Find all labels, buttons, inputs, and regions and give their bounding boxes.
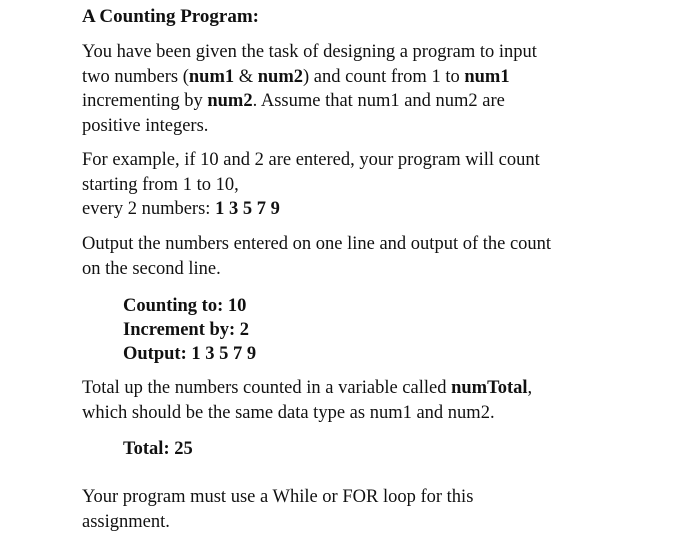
task-line-3: incrementing by num2. Assume that num1 and num2 are bbox=[82, 91, 505, 111]
task-line-2: two numbers (num1 & num2) and count from 1 to num1 bbox=[82, 66, 510, 87]
output-instructions-line-1: Output the numbers entered on one line and output of the count bbox=[82, 234, 552, 254]
sample-increment-by: Increment by: 2 bbox=[123, 320, 250, 340]
num2-term: num2 bbox=[207, 91, 253, 111]
task-line-4: positive integers. bbox=[82, 115, 209, 136]
num2-term: num2 bbox=[257, 66, 304, 87]
loop-requirement-paragraph bbox=[82, 485, 473, 534]
sample-total-line: Total: 25 bbox=[123, 439, 193, 459]
loop-requirement-line-1: Your program must use a While or FOR loop for this bbox=[82, 487, 474, 507]
example-paragraph bbox=[82, 148, 540, 222]
sample-total-output bbox=[123, 437, 193, 461]
total-instructions-line-1: Total up the numbers counted in a variable called numTotal, bbox=[82, 378, 533, 398]
sample-counting-to: Counting to: 10 bbox=[123, 296, 247, 316]
num1-term: num1 bbox=[188, 66, 235, 87]
task-description-paragraph bbox=[82, 40, 537, 138]
example-line-1: For example, if 10 and 2 are entered, your program will count bbox=[82, 150, 540, 170]
numtotal-term: numTotal bbox=[451, 378, 528, 398]
task-line-1: You have been given the task of designing a program to input bbox=[82, 42, 537, 62]
output-instructions-paragraph bbox=[82, 232, 551, 281]
loop-requirement-line-2: assignment. bbox=[82, 511, 170, 532]
document-title: A Counting Program: bbox=[82, 6, 259, 27]
total-instructions-paragraph bbox=[82, 376, 532, 425]
example-line-3: every 2 numbers: 1 3 5 7 9 bbox=[82, 199, 280, 219]
sample-output-sequence: Output: 1 3 5 7 9 bbox=[123, 344, 257, 364]
output-instructions-line-2: on the second line. bbox=[82, 258, 221, 279]
example-sequence: 1 3 5 7 9 bbox=[215, 199, 280, 219]
num1-term: num1 bbox=[464, 66, 510, 87]
example-line-2: starting from 1 to 10, bbox=[82, 174, 239, 195]
sample-output-block bbox=[123, 294, 256, 366]
total-instructions-line-2: which should be the same data type as num1 and num2. bbox=[82, 402, 495, 423]
